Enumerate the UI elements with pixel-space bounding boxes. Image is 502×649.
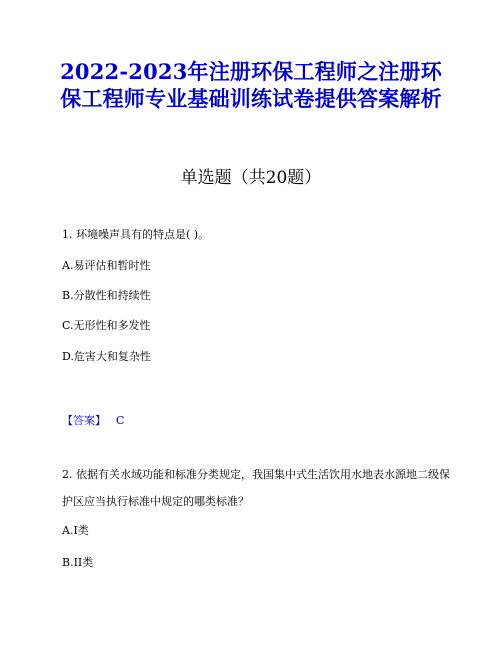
question-2-option-b: B.II类 bbox=[62, 556, 94, 569]
question-1-option-a: A.易评估和暂时性 bbox=[62, 259, 151, 272]
document-title: 2022-2023年注册环保工程师之注册环保工程师专业基础训练试卷提供答案解析 bbox=[60, 59, 442, 111]
question-1-option-b: B.分散性和持续性 bbox=[62, 289, 151, 302]
question-2-stem: 2. 依据有关水域功能和标准分类规定，我国集中式生活饮用水地表水源地二级保护区应当执行标准中规定的哪类标准？ bbox=[62, 468, 450, 508]
section-heading: 单选题（共20题） bbox=[180, 168, 322, 188]
answer-value: C bbox=[116, 414, 125, 427]
question-1-option-c: C.无形性和多发性 bbox=[62, 319, 151, 332]
question-1-option-d: D.危害大和复杂性 bbox=[62, 350, 151, 363]
question-2-option-a: A.I类 bbox=[62, 524, 89, 537]
answer-label: 【答案】 bbox=[62, 414, 106, 427]
question-1-answer bbox=[62, 414, 124, 428]
question-1-stem: 1. 环境噪声具有的特点是( )。 bbox=[62, 228, 210, 241]
